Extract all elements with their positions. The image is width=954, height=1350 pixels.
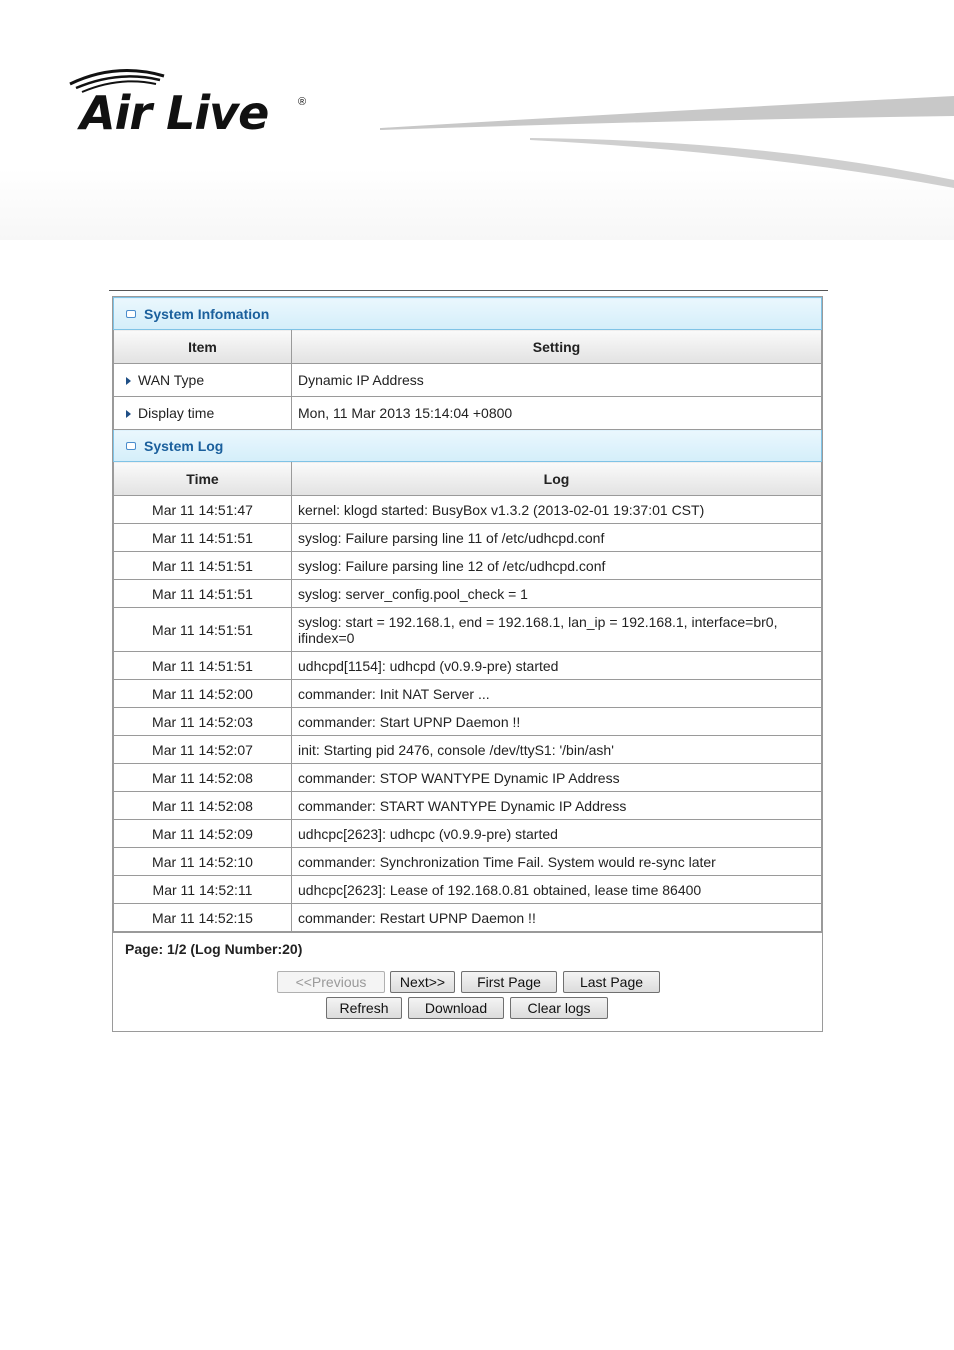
log-message: syslog: Failure parsing line 11 of /etc/udhcpd.conf	[292, 524, 822, 552]
logo-text: Air Live	[80, 86, 269, 140]
log-time: Mar 11 14:52:15	[114, 904, 292, 932]
info-row-wan-type	[114, 364, 822, 397]
table-row	[114, 820, 822, 848]
log-message: syslog: start = 192.168.1, end = 192.168.1, lan_ip = 192.168.1, interface=br0, ifindex=0	[292, 608, 822, 652]
header-swoosh-decoration	[380, 90, 954, 200]
log-time: Mar 11 14:51:51	[114, 580, 292, 608]
table-row	[114, 848, 822, 876]
next-button[interactable]: Next>>	[390, 971, 455, 993]
log-time: Mar 11 14:51:51	[114, 524, 292, 552]
system-info-section-header	[114, 298, 822, 330]
info-item-label: Display time	[138, 405, 215, 421]
log-time: Mar 11 14:52:08	[114, 764, 292, 792]
table-row	[114, 904, 822, 932]
info-row-display-time	[114, 397, 822, 430]
log-message: commander: START WANTYPE Dynamic IP Address	[292, 792, 822, 820]
log-time: Mar 11 14:52:10	[114, 848, 292, 876]
log-message: udhcpc[2623]: udhcpc (v0.9.9-pre) started	[292, 820, 822, 848]
log-time: Mar 11 14:52:07	[114, 736, 292, 764]
log-message: udhcpd[1154]: udhcpd (v0.9.9-pre) started	[292, 652, 822, 680]
log-message: udhcpc[2623]: Lease of 192.168.0.81 obtained, lease time 86400	[292, 876, 822, 904]
table-row	[114, 552, 822, 580]
section-icon	[126, 442, 136, 450]
log-message: init: Starting pid 2476, console /dev/ttyS1: '/bin/ash'	[292, 736, 822, 764]
table-row	[114, 608, 822, 652]
page-info: Page: 1/2 (Log Number:20)	[125, 941, 303, 957]
info-setting-value: Dynamic IP Address	[292, 364, 822, 397]
log-message: commander: Synchronization Time Fail. System would re-sync later	[292, 848, 822, 876]
system-log-title: System Log	[144, 437, 224, 454]
col-item: Item	[114, 330, 292, 364]
log-pagination-footer	[113, 932, 822, 1031]
log-time: Mar 11 14:51:51	[114, 608, 292, 652]
log-message: commander: Init NAT Server ...	[292, 680, 822, 708]
status-panel	[112, 296, 823, 1032]
arrow-right-icon	[126, 410, 131, 418]
log-message: commander: STOP WANTYPE Dynamic IP Address	[292, 764, 822, 792]
table-row	[114, 680, 822, 708]
last-page-button[interactable]: Last Page	[563, 971, 660, 993]
log-message: kernel: klogd started: BusyBox v1.3.2 (2013-02-01 19:37:01 CST)	[292, 496, 822, 524]
refresh-button[interactable]: Refresh	[326, 997, 402, 1019]
col-setting: Setting	[292, 330, 822, 364]
log-message: commander: Start UPNP Daemon !!	[292, 708, 822, 736]
col-time: Time	[114, 462, 292, 496]
log-message: commander: Restart UPNP Daemon !!	[292, 904, 822, 932]
system-info-table	[113, 297, 822, 932]
log-time: Mar 11 14:52:11	[114, 876, 292, 904]
system-log-column-headers	[114, 462, 822, 496]
col-log: Log	[292, 462, 822, 496]
log-time: Mar 11 14:51:51	[114, 552, 292, 580]
table-row	[114, 708, 822, 736]
system-info-title: System Infomation	[144, 305, 270, 322]
table-row	[114, 792, 822, 820]
clear-logs-button[interactable]: Clear logs	[510, 997, 608, 1019]
table-row	[114, 736, 822, 764]
log-time: Mar 11 14:52:08	[114, 792, 292, 820]
log-time: Mar 11 14:51:51	[114, 652, 292, 680]
system-info-column-headers	[114, 330, 822, 364]
log-time: Mar 11 14:52:00	[114, 680, 292, 708]
arrow-right-icon	[126, 377, 131, 385]
log-time: Mar 11 14:51:47	[114, 496, 292, 524]
download-button[interactable]: Download	[408, 997, 504, 1019]
system-log-section-header	[114, 430, 822, 462]
table-row	[114, 496, 822, 524]
first-page-button[interactable]: First Page	[461, 971, 557, 993]
section-icon	[126, 310, 136, 318]
log-time: Mar 11 14:52:03	[114, 708, 292, 736]
log-time: Mar 11 14:52:09	[114, 820, 292, 848]
log-message: syslog: server_config.pool_check = 1	[292, 580, 822, 608]
registered-mark: ®	[298, 96, 307, 108]
airlive-logo	[66, 66, 316, 146]
header-rule	[109, 290, 828, 291]
table-row	[114, 524, 822, 552]
info-setting-value: Mon, 11 Mar 2013 15:14:04 +0800	[292, 397, 822, 430]
table-row	[114, 652, 822, 680]
table-row	[114, 580, 822, 608]
table-row	[114, 876, 822, 904]
log-message: syslog: Failure parsing line 12 of /etc/udhcpd.conf	[292, 552, 822, 580]
previous-button[interactable]: <<Previous	[277, 971, 385, 993]
info-item-label: WAN Type	[138, 372, 205, 388]
table-row	[114, 764, 822, 792]
